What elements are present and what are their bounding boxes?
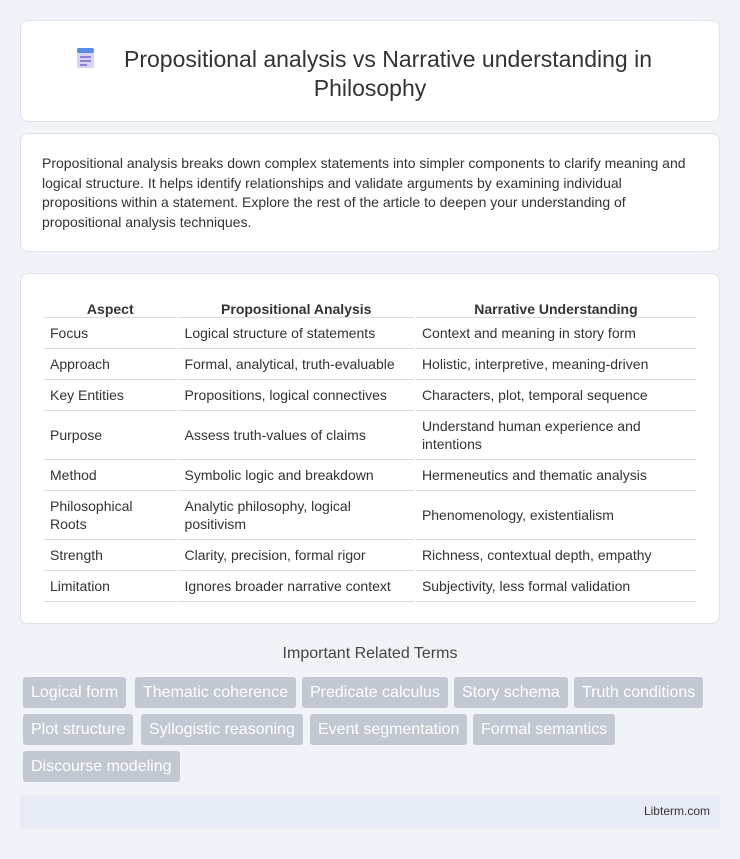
table-cell: Clarity, precision, formal rigor: [179, 540, 414, 571]
tag-syllogistic-reasoning[interactable]: Syllogistic reasoning: [141, 714, 303, 745]
table-header: Propositional Analysis: [179, 296, 414, 318]
table-cell: Assess truth-values of claims: [179, 411, 414, 460]
table-cell: Approach: [44, 349, 177, 380]
tag-story-schema[interactable]: Story schema: [454, 677, 568, 708]
table-cell: Key Entities: [44, 380, 177, 411]
table-row: [44, 349, 696, 380]
table-row: [44, 318, 696, 349]
table-cell: Richness, contextual depth, empathy: [416, 540, 696, 571]
table-cell: Focus: [44, 318, 177, 349]
table-row: [44, 540, 696, 571]
table-cell: Context and meaning in story form: [416, 318, 696, 349]
table-cell: Characters, plot, temporal sequence: [416, 380, 696, 411]
title-card: [20, 20, 720, 122]
related-terms-title: Important Related Terms: [282, 645, 458, 662]
table-cell: Philosophical Roots: [44, 491, 177, 540]
table-row: [44, 380, 696, 411]
table-cell: Subjectivity, less formal validation: [416, 571, 696, 602]
table-row: [44, 411, 696, 460]
footer: [20, 795, 720, 829]
page-title-line2: Philosophy: [313, 75, 427, 101]
table-header-row: [44, 296, 696, 318]
page-title-line1: Propositional analysis vs Narrative understanding in: [123, 46, 652, 72]
table-cell: Limitation: [44, 571, 177, 602]
tag-predicate-calculus[interactable]: Predicate calculus: [302, 677, 448, 708]
comparison-table: [42, 296, 698, 602]
table-cell: Formal, analytical, truth-evaluable: [179, 349, 414, 380]
table-cell: Method: [44, 460, 177, 491]
tag-plot-structure[interactable]: Plot structure: [23, 714, 133, 745]
intro-card: [20, 133, 720, 252]
page-title: [21, 45, 719, 103]
table-header: Aspect: [44, 296, 177, 318]
table-row: [44, 571, 696, 602]
tag-discourse-modeling[interactable]: Discourse modeling: [23, 751, 180, 782]
intro-paragraph: Propositional analysis breaks down complex statements into simpler components to clarify meaning and logical structure. It helps identify relationships and validate arguments by examining individual propositions within a statement. Explore the rest of the article to deepen your understanding of propositional analysis techniques.: [42, 155, 686, 230]
footer-site-link[interactable]: Libterm.com: [643, 804, 710, 818]
tag-formal-semantics[interactable]: Formal semantics: [473, 714, 615, 745]
tag-thematic-coherence[interactable]: Thematic coherence: [135, 677, 296, 708]
table-row: [44, 491, 696, 540]
table-cell: Strength: [44, 540, 177, 571]
tag-event-segmentation[interactable]: Event segmentation: [310, 714, 467, 745]
table-cell: Propositions, logical connectives: [179, 380, 414, 411]
table-cell: Phenomenology, existentialism: [416, 491, 696, 540]
comparison-card: [20, 273, 720, 624]
table-row: [44, 460, 696, 491]
tag-truth-conditions[interactable]: Truth conditions: [574, 677, 703, 708]
table-cell: Symbolic logic and breakdown: [179, 460, 414, 491]
table-header: Narrative Understanding: [416, 296, 696, 318]
table-cell: Holistic, interpretive, meaning-driven: [416, 349, 696, 380]
tag-logical-form[interactable]: Logical form: [23, 677, 126, 708]
table-cell: Logical structure of statements: [179, 318, 414, 349]
table-cell: Purpose: [44, 411, 177, 460]
table-cell: Understand human experience and intentions: [416, 411, 696, 460]
table-cell: Analytic philosophy, logical positivism: [179, 491, 414, 540]
table-cell: Hermeneutics and thematic analysis: [416, 460, 696, 491]
table-cell: Ignores broader narrative context: [179, 571, 414, 602]
